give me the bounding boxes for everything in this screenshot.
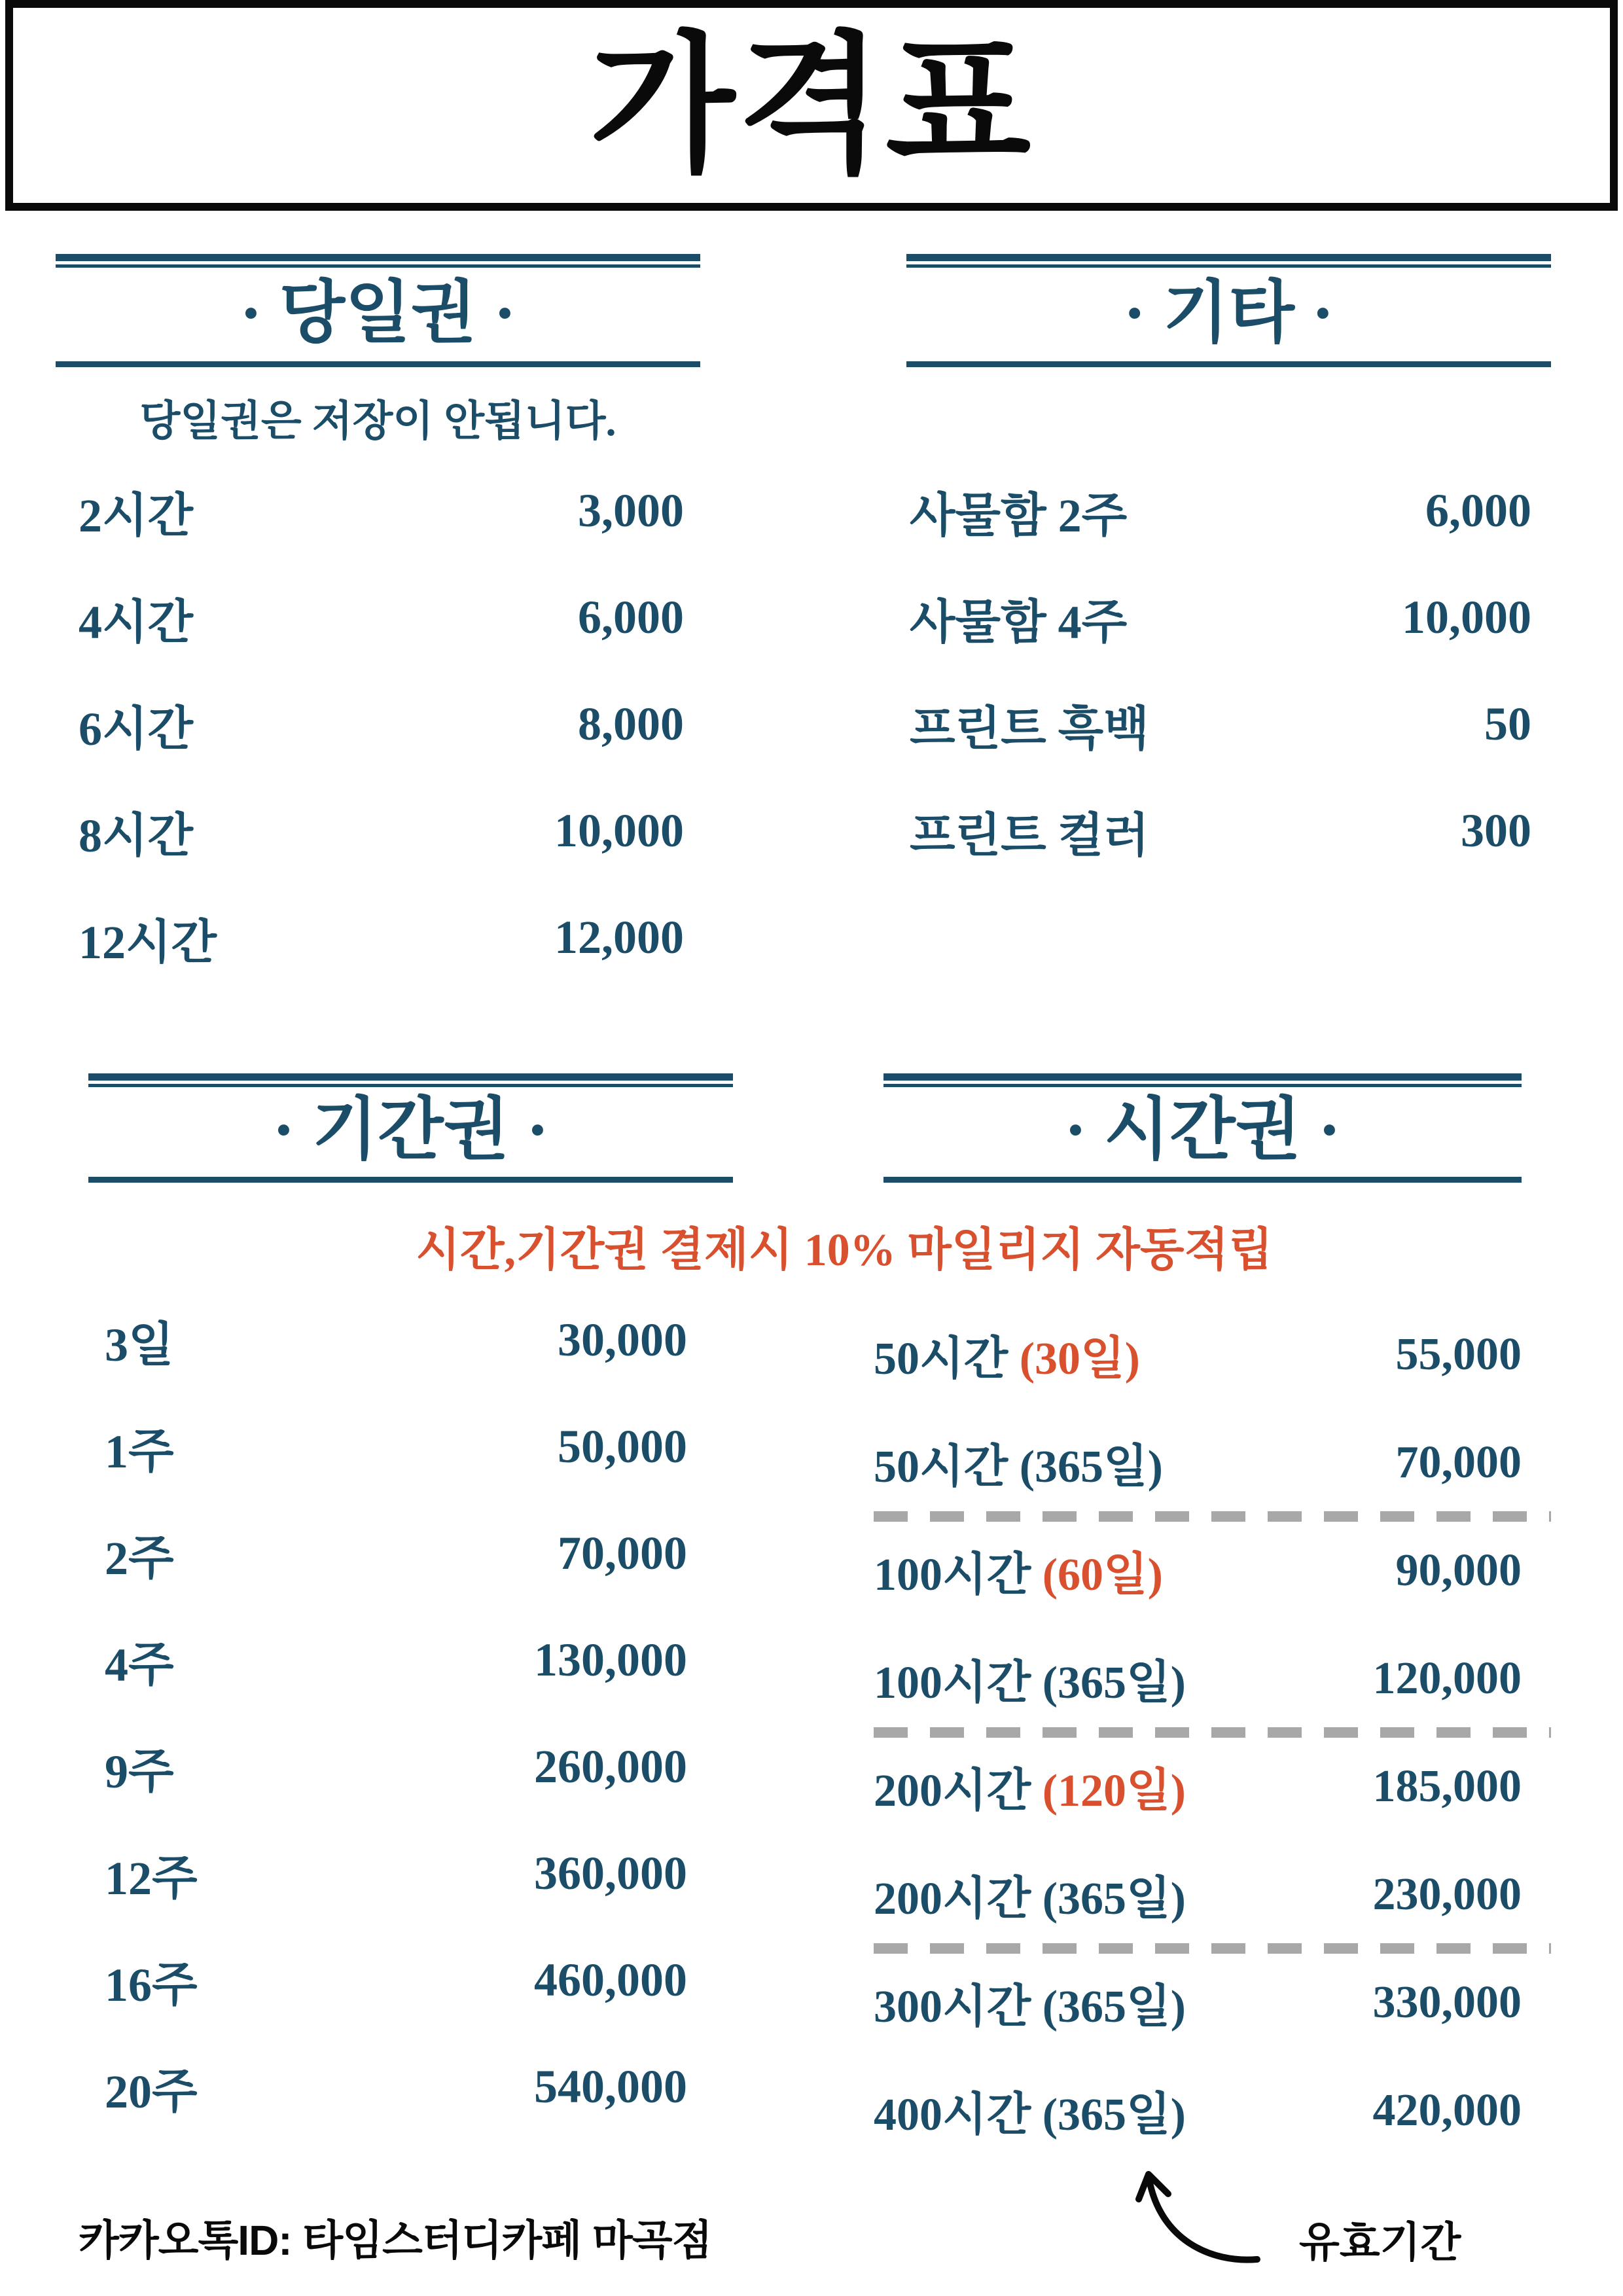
hours-label: 200시간 (874, 1874, 1031, 1924)
item-label: 4시간 (79, 596, 194, 649)
price-row (105, 1393, 687, 1500)
hour-pass-section-title: · 시간권 · (1064, 1092, 1341, 1168)
period-pass-bottom-rule (88, 1177, 733, 1183)
validity-label: (365일) (1042, 1874, 1186, 1924)
item-label: 1주 (105, 1425, 174, 1478)
validity-label: (365일) (1042, 2090, 1186, 2140)
day-pass-rows (79, 457, 684, 991)
item-price: 300 (1461, 804, 1531, 857)
curved-arrow-icon (1129, 2160, 1266, 2271)
item-label: 6시간 (79, 702, 194, 755)
price-row (79, 671, 684, 778)
price-row (79, 778, 684, 884)
item-label (874, 1537, 1163, 1604)
item-label: 프린트 흑백 (910, 702, 1149, 755)
price-row (910, 778, 1531, 884)
item-price: 10,000 (1402, 591, 1531, 643)
price-row (874, 1948, 1522, 2056)
item-price: 10,000 (554, 804, 684, 857)
item-price: 90,000 (1395, 1545, 1522, 1596)
item-price: 55,000 (1395, 1329, 1522, 1380)
hours-label: 100시간 (874, 1550, 1031, 1600)
hours-label: 200시간 (874, 1766, 1031, 1816)
price-row (874, 2056, 1522, 2164)
item-label: 20주 (105, 2065, 198, 2118)
item-price: 330,000 (1372, 1977, 1522, 2028)
item-price: 120,000 (1372, 1653, 1522, 1704)
item-label: 3일 (105, 1318, 174, 1371)
price-row (910, 671, 1531, 778)
item-price: 3,000 (578, 484, 684, 537)
price-row (79, 457, 684, 564)
item-label (874, 1645, 1186, 1712)
item-price: 8,000 (578, 698, 684, 750)
item-price: 50 (1484, 698, 1531, 750)
item-price: 185,000 (1372, 1761, 1522, 1812)
title-box (5, 0, 1618, 211)
price-row (874, 1840, 1522, 1948)
item-label: 9주 (105, 1745, 174, 1798)
item-price: 230,000 (1372, 1869, 1522, 1920)
hours-label: 300시간 (874, 1982, 1031, 2032)
day-pass-section-title: · 당일권 · (240, 276, 516, 351)
item-price: 6,000 (1425, 484, 1531, 537)
item-label: 2시간 (79, 489, 194, 542)
period-pass-section-title: · 기간권 · (272, 1092, 549, 1168)
item-label: 사물함 2주 (910, 489, 1128, 542)
page-title: 가격표 (589, 21, 1034, 189)
hours-label: 100시간 (874, 1658, 1031, 1708)
item-price: 12,000 (554, 911, 684, 963)
period-pass-top-rule (88, 1073, 733, 1087)
hour-pass-top-rule (883, 1073, 1522, 1087)
mileage-note: 시간,기간권 결제시 10% 마일리지 자동적립 (416, 1225, 1273, 1276)
price-row (105, 1820, 687, 1927)
item-price: 70,000 (558, 1527, 687, 1579)
period-pass-rows (105, 1287, 687, 2140)
price-row (105, 2034, 687, 2140)
item-label: 2주 (105, 1532, 174, 1585)
item-label (874, 1429, 1163, 1496)
price-row (874, 1732, 1522, 1840)
hour-pass-bottom-rule (883, 1177, 1522, 1183)
etc-top-rule (906, 254, 1551, 268)
item-price: 540,000 (534, 2060, 687, 2113)
item-label (874, 1753, 1186, 1820)
item-label (874, 1969, 1186, 2036)
item-price: 420,000 (1372, 2085, 1522, 2136)
price-row (874, 1300, 1522, 1408)
day-pass-note: 당일권은 저장이 안됩니다. (139, 398, 616, 444)
kakao-id-label: 카카오톡ID: 타임스터디카페 마곡점 (79, 2217, 712, 2264)
price-row (874, 1624, 1522, 1732)
item-label: 사물함 4주 (910, 596, 1128, 649)
item-price: 260,000 (534, 1740, 687, 1793)
validity-label: (30일) (1019, 1334, 1140, 1384)
item-price: 460,000 (534, 1954, 687, 2006)
validity-label: (120일) (1042, 1766, 1186, 1816)
item-label: 4주 (105, 1638, 174, 1691)
item-price: 30,000 (558, 1314, 687, 1366)
validity-label: (60일) (1042, 1550, 1163, 1600)
day-pass-bottom-rule (56, 361, 700, 367)
price-row (874, 1408, 1522, 1516)
price-row (105, 1927, 687, 2034)
etc-section-title: · 기타 · (1123, 276, 1334, 351)
validity-annotation-label: 유효기간 (1299, 2219, 1461, 2266)
etc-rows (910, 457, 1531, 884)
item-label: 16주 (105, 1958, 198, 2011)
day-pass-top-rule (56, 254, 700, 268)
hour-pass-rows (874, 1300, 1522, 2164)
item-price: 6,000 (578, 591, 684, 643)
item-label: 8시간 (79, 809, 194, 862)
price-row (105, 1500, 687, 1607)
item-label: 프린트 컬러 (910, 809, 1149, 862)
price-row (910, 457, 1531, 564)
item-label (874, 1861, 1186, 1928)
item-label: 12시간 (79, 916, 217, 969)
validity-label: (365일) (1042, 1982, 1186, 2032)
hours-label: 50시간 (874, 1334, 1008, 1384)
item-price: 70,000 (1395, 1437, 1522, 1488)
etc-bottom-rule (906, 361, 1551, 367)
price-row (79, 884, 684, 991)
price-row (105, 1713, 687, 1820)
hours-label: 50시간 (874, 1442, 1008, 1492)
item-price: 50,000 (558, 1420, 687, 1473)
hours-label: 400시간 (874, 2090, 1031, 2140)
price-row (105, 1287, 687, 1393)
validity-label: (365일) (1042, 1658, 1186, 1708)
item-price: 360,000 (534, 1847, 687, 1899)
price-row (874, 1516, 1522, 1624)
price-row (910, 564, 1531, 671)
item-label: 12주 (105, 1852, 198, 1905)
item-price: 130,000 (534, 1634, 687, 1686)
item-label (874, 1321, 1140, 1388)
item-label (874, 2077, 1186, 2144)
price-row (105, 1607, 687, 1713)
validity-label: (365일) (1019, 1442, 1163, 1492)
price-row (79, 564, 684, 671)
